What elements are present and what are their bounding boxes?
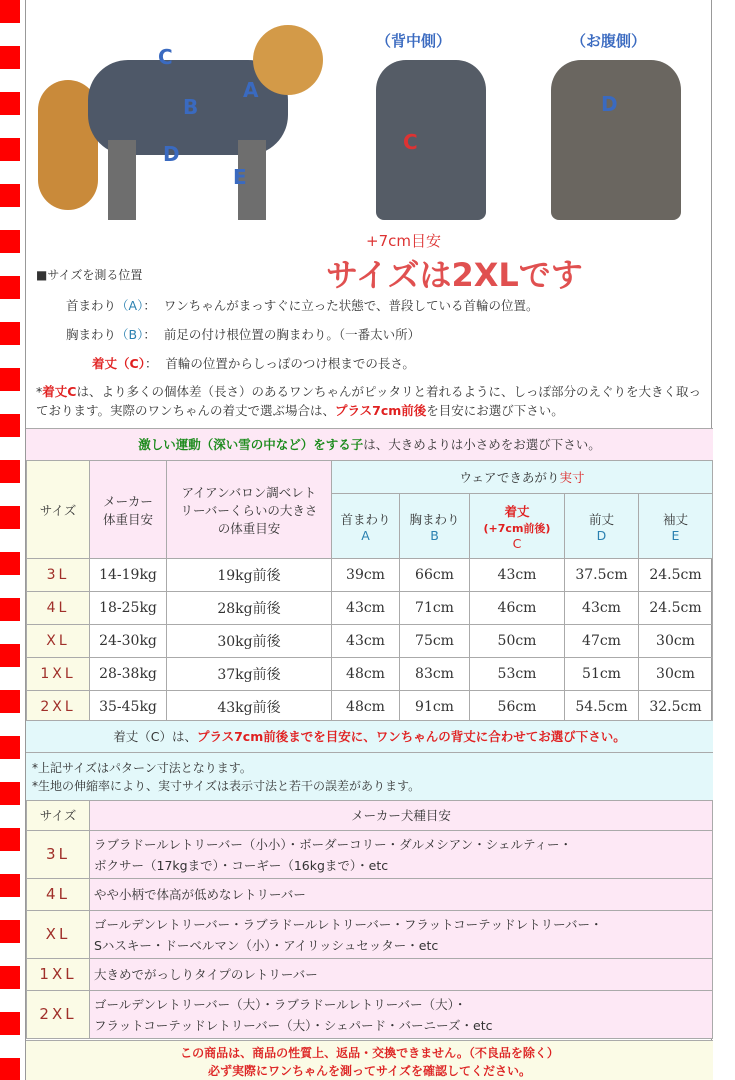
- breed-table: [26, 800, 713, 1039]
- col-name: 着丈: [504, 503, 530, 519]
- value-cell: 30cm: [639, 658, 713, 691]
- breed-line: ラブラドールレトリーバー（小小）・ボーダーコリー・ダルメシアン・シェルティー・: [94, 836, 572, 852]
- plus-7cm-note: +7cm目安: [366, 232, 441, 250]
- no-return-notice: [26, 1040, 713, 1080]
- note-red: プラス7cm前後: [335, 403, 427, 418]
- value-cell: 30cm: [639, 625, 713, 658]
- breed-row: [27, 959, 713, 991]
- belly-side-label: （お腹側）: [571, 32, 647, 50]
- advice-band: [26, 428, 713, 460]
- advice-green: 激しい運動（深い雪の中など）をする子: [138, 437, 364, 452]
- breed-cell: [90, 991, 713, 1039]
- garment-label-c: C: [403, 130, 418, 154]
- th-sleeve: [639, 494, 713, 559]
- breed-line: 大きめでがっしりタイプのレトリーバー: [94, 967, 318, 982]
- length-note: [36, 382, 706, 420]
- value-cell: 66cm: [400, 559, 470, 592]
- breed-line: やや小柄で体高が低めなレトリーバー: [94, 887, 306, 902]
- value-cell: 43kg前後: [167, 691, 332, 724]
- measure-desc: 首輪の位置からしっぽのつけ根までの長さ。: [165, 356, 415, 371]
- length-advice-red: プラス7cm前後までを目安に、ワンちゃんの背丈に合わせてお選び下さい。: [196, 729, 626, 744]
- breed-cell: [90, 879, 713, 911]
- th-group-red: 実寸: [559, 470, 585, 485]
- size-cell: 1XL: [27, 959, 90, 991]
- value-cell: 32.5cm: [639, 691, 713, 724]
- measure-code: （C）: [117, 356, 145, 371]
- col-code: B: [430, 527, 439, 543]
- size-cell: 4L: [27, 592, 90, 625]
- th-front: [565, 494, 639, 559]
- value-cell: 43cm: [332, 625, 400, 658]
- dog-photo: [38, 20, 338, 230]
- product-images: [26, 0, 713, 255]
- measure-key: 着丈: [92, 356, 118, 371]
- breed-row: [27, 911, 713, 959]
- value-cell: 54.5cm: [565, 691, 639, 724]
- pattern-notes: [26, 752, 713, 800]
- measure-sep: ：: [143, 298, 156, 313]
- value-cell: 28-38kg: [90, 658, 167, 691]
- value-cell: 51cm: [565, 658, 639, 691]
- value-cell: 53cm: [470, 658, 565, 691]
- dog-head: [253, 25, 323, 95]
- value-cell: 35-45kg: [90, 691, 167, 724]
- length-advice-band: [26, 720, 713, 752]
- measure-code: （A）: [116, 298, 144, 313]
- measure-key: 胸まわり: [66, 327, 117, 342]
- value-cell: 24.5cm: [639, 559, 713, 592]
- size-cell: 3L: [27, 559, 90, 592]
- measure-code: （B）: [116, 327, 144, 342]
- size-cell: 3L: [27, 831, 90, 879]
- breed-row: [27, 879, 713, 911]
- dog-leg: [108, 140, 136, 220]
- value-cell: 14-19kg: [90, 559, 167, 592]
- th-length: [470, 494, 565, 559]
- size-row: [27, 592, 713, 625]
- size-cell: 2XL: [27, 991, 90, 1039]
- th-group-label: ウェアできあがり: [459, 470, 560, 485]
- value-cell: 18-25kg: [90, 592, 167, 625]
- size-table: [26, 460, 713, 724]
- th-actual-size: [332, 461, 713, 494]
- measure-row-b: [66, 325, 420, 343]
- measure-sep: ：: [143, 327, 156, 342]
- value-cell: 28kg前後: [167, 592, 332, 625]
- measure-title: ■サイズを測る位置: [36, 268, 143, 282]
- value-cell: 43cm: [470, 559, 565, 592]
- value-cell: 43cm: [332, 592, 400, 625]
- size-row: [27, 658, 713, 691]
- col-name: 首まわり: [340, 511, 391, 527]
- garment-label-d: D: [601, 92, 618, 116]
- size-cell: 2XL: [27, 691, 90, 724]
- label-e: E: [233, 165, 247, 189]
- col-name: 前丈: [588, 511, 614, 527]
- th-breed: メーカー犬種目安: [90, 801, 713, 831]
- th-size: サイズ: [27, 801, 90, 831]
- value-cell: 19kg前後: [167, 559, 332, 592]
- value-cell: 71cm: [400, 592, 470, 625]
- th-iron-weight: アイアンバロン調べレトリーバーくらいの大きさの体重目安: [167, 461, 332, 559]
- breed-cell: [90, 911, 713, 959]
- notice-line: 必ず実際にワンちゃんを測ってサイズを確認してください。: [207, 1064, 532, 1078]
- value-cell: 39cm: [332, 559, 400, 592]
- measure-row-c: [92, 354, 415, 372]
- th-chest: [400, 494, 470, 559]
- th-size: サイズ: [27, 461, 90, 559]
- value-cell: 30kg前後: [167, 625, 332, 658]
- value-cell: 47cm: [565, 625, 639, 658]
- size-row: [27, 559, 713, 592]
- breed-line: Sハスキー・ドーベルマン（小）・アイリッシュセッター・etc: [94, 937, 439, 953]
- garment-back: [376, 60, 486, 220]
- col-code: C: [512, 535, 522, 551]
- note-text: は、より多くの個体差（長さ）のあるワンちゃんがピッタリと着れるように、しっぽ部分のえぐりを大きく取っております。実際のワンちゃんの着丈で選ぶ場合は、: [36, 384, 701, 418]
- label-a: A: [243, 78, 259, 102]
- label-b: B: [183, 95, 199, 119]
- size-row: [27, 691, 713, 724]
- value-cell: 48cm: [332, 691, 400, 724]
- size-cell: XL: [27, 911, 90, 959]
- garment-belly: [551, 60, 681, 220]
- breed-cell: [90, 959, 713, 991]
- measure-desc: ワンちゃんがまっすぐに立った状態で、普段している首輪の位置。: [163, 298, 539, 313]
- col-code: E: [671, 527, 680, 543]
- label-d: D: [163, 142, 180, 166]
- note-red: 着丈C: [42, 384, 77, 399]
- col-name: 袖丈: [662, 511, 688, 527]
- value-cell: 24-30kg: [90, 625, 167, 658]
- measure-key: 首まわり: [66, 298, 117, 313]
- col-sub: (+7cm前後): [483, 521, 551, 535]
- note-mark: *: [36, 384, 43, 399]
- th-maker-weight: メーカー体重目安: [90, 461, 167, 559]
- size-cell: XL: [27, 625, 90, 658]
- pattern-note: *上記サイズはパターン寸法となります。: [32, 761, 252, 775]
- back-side-label: （背中側）: [376, 32, 452, 50]
- value-cell: 75cm: [400, 625, 470, 658]
- breed-row: [27, 991, 713, 1039]
- label-c: C: [158, 45, 173, 69]
- value-cell: 83cm: [400, 658, 470, 691]
- pattern-note: *生地の伸縮率により、実寸サイズは表示寸法と若干の誤差があります。: [32, 779, 421, 793]
- breed-line: ゴールデンレトリーバー・ラブラドールレトリーバー・フラットコーテッドレトリーバー・: [94, 916, 603, 932]
- value-cell: 48cm: [332, 658, 400, 691]
- measure-sep: ：: [144, 356, 158, 371]
- th-neck: [332, 494, 400, 559]
- length-advice-text: 着丈（C）は、: [113, 729, 197, 744]
- value-cell: 43cm: [565, 592, 639, 625]
- measure-row-a: [66, 296, 539, 314]
- size-guide: [25, 0, 712, 1080]
- decorative-red-border: [0, 0, 20, 1080]
- value-cell: 37kg前後: [167, 658, 332, 691]
- col-code: A: [361, 527, 370, 543]
- value-cell: 37.5cm: [565, 559, 639, 592]
- value-cell: 24.5cm: [639, 592, 713, 625]
- value-cell: 56cm: [470, 691, 565, 724]
- advice-text: は、大きめよりは小さめをお選び下さい。: [363, 437, 601, 452]
- size-banner: サイズは2XLです: [326, 256, 583, 294]
- note-text: を目安にお選び下さい。: [426, 403, 564, 418]
- value-cell: 46cm: [470, 592, 565, 625]
- breed-line: フラットコーテッドレトリーバー（大）・シェパード・バーニーズ・etc: [94, 1017, 493, 1033]
- value-cell: 91cm: [400, 691, 470, 724]
- size-row: [27, 625, 713, 658]
- size-cell: 1XL: [27, 658, 90, 691]
- col-code: D: [596, 527, 607, 543]
- size-cell: 4L: [27, 879, 90, 911]
- notice-line: この商品は、商品の性質上、返品・交換できません。（不良品を除く）: [180, 1046, 559, 1060]
- measure-desc: 前足の付け根位置の胸まわり。（一番太い所）: [163, 327, 421, 342]
- breed-cell: [90, 831, 713, 879]
- col-name: 胸まわり: [409, 511, 460, 527]
- breed-line: ボクサー（17kgまで）・コーギー（16kgまで）・etc: [94, 857, 389, 873]
- value-cell: 50cm: [470, 625, 565, 658]
- breed-row: [27, 831, 713, 879]
- breed-line: ゴールデンレトリーバー（大）・ラブラドールレトリーバー（大）・: [94, 996, 467, 1012]
